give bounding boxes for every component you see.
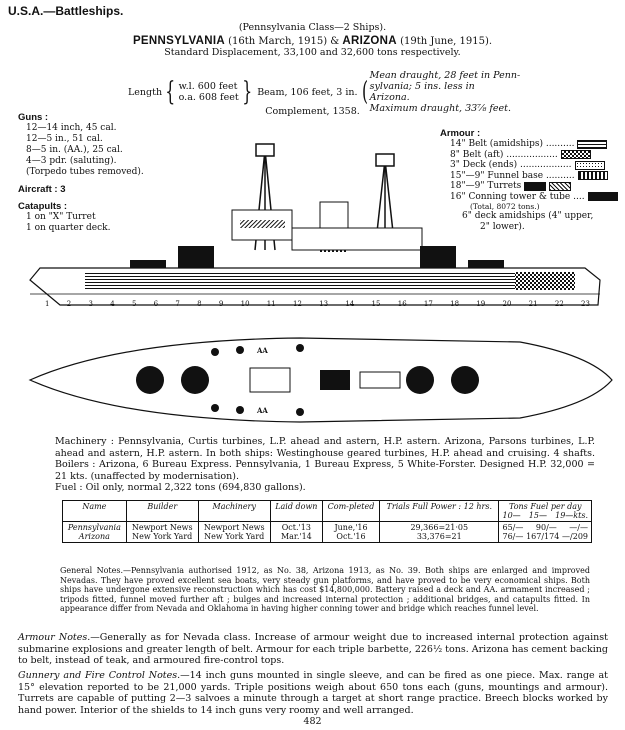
general-notes: General Notes.—Pennsylvania authorised 1912, as No. 38, Arizona 1913, as No. 39. Both ships are enlarged and improved Nevadas. They have proved excellent sea boats, very steady gun platforms, and have proved to be very economical ships. Both ships have undergone extensive reconstruction which has cost $14,800,000. Battery raised a deck and AA. armament increased ; tripods fitted, funnel moved further aft ; bulges and increased internal protection ; additional bridges, and catapults fitted. In appearance differ from Nevada and Oklahoma in having higher conning tower and bridge which reaches funnel level.	[60, 566, 590, 613]
ship-title	[0, 35, 625, 47]
complement: Complement, 1358.	[265, 106, 360, 117]
gunnery-notes-text: —14 inch guns mounted in single sleeve, and can be fired as one piece. Max. range at 15° elevation reported to be 21,000 yards. Triple positions weigh about 650 tons each (guns, mountings and armour). Turrets are capable of putting 2—3 salvoes a minute through a target at short range practice. Breech blocks worked by hand power. Interior of the shields to 14 inch guns very roomy and well arranged.	[18, 670, 608, 716]
speed-header: 15—	[528, 511, 547, 520]
ship-name-2: ARIZONA	[342, 35, 397, 47]
aa-label: AA	[257, 346, 268, 355]
frame-number: 3	[88, 300, 93, 308]
table-cell: 76/—	[502, 532, 524, 541]
frame-number: 14	[345, 300, 355, 308]
turret-a-plan-icon	[136, 366, 164, 394]
table-cell: Oct.'13	[281, 523, 311, 532]
turret-x-icon	[420, 246, 456, 268]
launch-date-2: (19th June, 1915).	[396, 36, 493, 47]
frame-number: 17	[423, 300, 433, 308]
frame-number: 21	[528, 300, 538, 308]
table-row	[63, 522, 592, 543]
table-header: Com-pleted	[323, 501, 380, 522]
bridge-plan-icon	[250, 368, 290, 392]
frame-number: 23	[581, 300, 590, 308]
page-header: U.S.A.—Battleships.	[8, 4, 124, 18]
guns-label: Guns :	[18, 112, 49, 123]
frame-number: 15	[371, 300, 381, 308]
table-cell: Pennsylvania	[67, 523, 121, 532]
brace-right: }	[241, 77, 252, 107]
frame-number: 12	[292, 300, 302, 308]
table-cell: New York Yard	[132, 532, 193, 541]
frame-number: 10	[240, 300, 250, 308]
gun-item: 12—14 inch, 45 cal.	[26, 123, 117, 133]
armour-text: 14" Belt (amidships) ..........	[450, 139, 575, 150]
table-cell: Newport News	[131, 523, 193, 532]
brace-left: {	[165, 77, 176, 107]
armour-label: Armour :	[440, 128, 481, 139]
table-cell: 90/—	[535, 523, 557, 532]
armour-text: 18"—9" Turrets	[450, 181, 522, 192]
catapult-item: 1 on quarter deck.	[26, 223, 111, 233]
ship-name-1: PENNSYLVANIA	[132, 35, 225, 47]
draught-line-2: sylvania; 5 ins. less in	[369, 81, 475, 92]
ship-plan-drawing	[0, 330, 625, 430]
fuel-text: Fuel : Oil only, normal 2,322 tons (694,830 gallons).	[55, 482, 306, 493]
frame-number: 13	[319, 300, 329, 308]
armour-total: (Total, 8072 tons.)	[470, 202, 540, 211]
frame-number: 8	[197, 300, 202, 308]
frame-number: 9	[218, 300, 224, 308]
gunnery-notes	[18, 670, 608, 716]
length-values	[179, 81, 239, 103]
armour-deck-1: 6" deck amidships (4" upper,	[462, 211, 594, 221]
table-cell: 33,376=21	[416, 532, 462, 541]
aa-label: AA	[257, 406, 268, 415]
armour-notes-text: —Generally as for Nevada class. Increase of armour weight due to increased internal protection against submarine explosions and greater length of belt. Armour for each triple barbette, 226½ tons. Arizona has cement backing to belt, instead of teak, and armoured fire-control tops.	[18, 632, 608, 666]
frame-number: 16	[397, 300, 407, 308]
armour-notes	[18, 632, 608, 667]
table-header: Name	[63, 501, 127, 522]
table-cell: New York Yard	[204, 532, 265, 541]
brace-draught: (	[361, 77, 368, 107]
armour-text: 8" Belt (aft) ..................	[450, 149, 558, 160]
table-header: Machinery	[198, 501, 270, 522]
launch-date-1: (16th March, 1915) &	[224, 36, 343, 47]
table-cell: —/209	[562, 532, 588, 541]
frame-number: 2	[66, 300, 72, 308]
table-header: Laid down	[270, 501, 322, 522]
gun-item: 4—3 pdr. (saluting).	[26, 156, 117, 166]
turret-y-plan-icon	[451, 366, 479, 394]
frame-number: 6	[153, 300, 159, 308]
builders-table	[62, 500, 592, 543]
funnel-plan-icon	[320, 370, 350, 390]
machinery-text: Machinery : Pennsylvania, Curtis turbines, L.P. ahead and astern, H.P. astern. Arizona, Parsons turbines, L.P. ahead and astern, H.P. astern. In both ships: Westinghouse geared turbines, H.P. ahead and cruising. 4 shafts. Boilers : Arizona, 6 Bureau Express. Pennsylvania, 1 Bureau Express, 5 White-Forster. Designed H.P. 32,000 = 21 kts. (unaffected by modernisation).	[55, 436, 595, 482]
catapults-label: Catapults :	[18, 201, 68, 212]
draught-line-4: Maximum draught, 33⅞ feet.	[369, 103, 511, 114]
table-cell: June,'16	[334, 523, 368, 532]
turret-a-icon	[178, 246, 214, 268]
frame-number: 1	[45, 300, 50, 308]
table-header: Trials Full Power : 12 hrs.	[380, 501, 499, 522]
frame-numbers	[45, 300, 590, 308]
length-label: Length	[128, 86, 163, 98]
frame-number: 7	[175, 300, 180, 308]
armour-text: 3" Deck (ends) ..................	[450, 160, 572, 171]
page-number: 482	[303, 716, 322, 727]
catapult-item: 1 on "X" Turret	[26, 212, 96, 222]
class-subtitle: (Pennsylvania Class—2 Ships).	[238, 22, 387, 33]
draught-line-3: Arizona.	[369, 92, 410, 103]
turret-x-plan-icon	[406, 366, 434, 394]
aircraft: Aircraft : 3	[18, 184, 66, 195]
table-header-row	[63, 501, 592, 522]
beam: Beam, 106 feet, 3 in.	[257, 86, 358, 98]
table-cell: 65/—	[502, 523, 524, 532]
frame-number: 5	[131, 300, 137, 308]
speed-header: 10—	[502, 511, 521, 520]
length-wl: w.l. 600 feet	[178, 81, 238, 92]
frame-number: 11	[266, 300, 276, 308]
frame-number: 20	[502, 300, 512, 308]
table-cell: —/—	[569, 523, 588, 532]
table-cell: 29,366=21·05	[410, 523, 469, 532]
frame-number: 19	[476, 300, 486, 308]
table-cell: 167/174	[526, 532, 560, 541]
armour-text: 16" Conning tower & tube ....	[450, 191, 585, 202]
gun-item: 12—5 in., 51 cal.	[26, 134, 103, 144]
frame-number: 4	[110, 300, 115, 308]
frame-number: 22	[554, 300, 564, 308]
draught-line-1: Mean draught, 28 feet in Penn-	[369, 70, 521, 81]
gun-item: (Torpedo tubes removed).	[26, 167, 144, 177]
table-header-fuel	[499, 501, 592, 522]
armour-text: 15"—9" Funnel base ..........	[450, 170, 575, 181]
length-oa: o.a. 608 feet	[178, 92, 239, 103]
speed-header: 19—kts.	[555, 511, 588, 520]
armour-notes-label: Armour Notes.	[18, 632, 91, 643]
table-cell: Arizona	[78, 532, 110, 541]
armour-deck-2: 2" lower).	[480, 222, 525, 232]
frame-number: 18	[450, 300, 460, 308]
table-cell: Newport News	[203, 523, 265, 532]
table-header: Builder	[126, 501, 198, 522]
turret-b-plan-icon	[181, 366, 209, 394]
table-header: Tons Fuel per day	[508, 502, 582, 511]
displacement: Standard Displacement, 33,100 and 32,600 tons respectively.	[164, 47, 461, 58]
table-cell: Mar.'14	[280, 532, 312, 541]
ship-profile-drawing	[0, 120, 625, 320]
gun-item: 8—5 in. (AA.), 25 cal.	[26, 145, 123, 155]
table-cell: Oct.'16	[336, 532, 366, 541]
gunnery-notes-label: Gunnery and Fire Control Notes.	[18, 670, 181, 681]
